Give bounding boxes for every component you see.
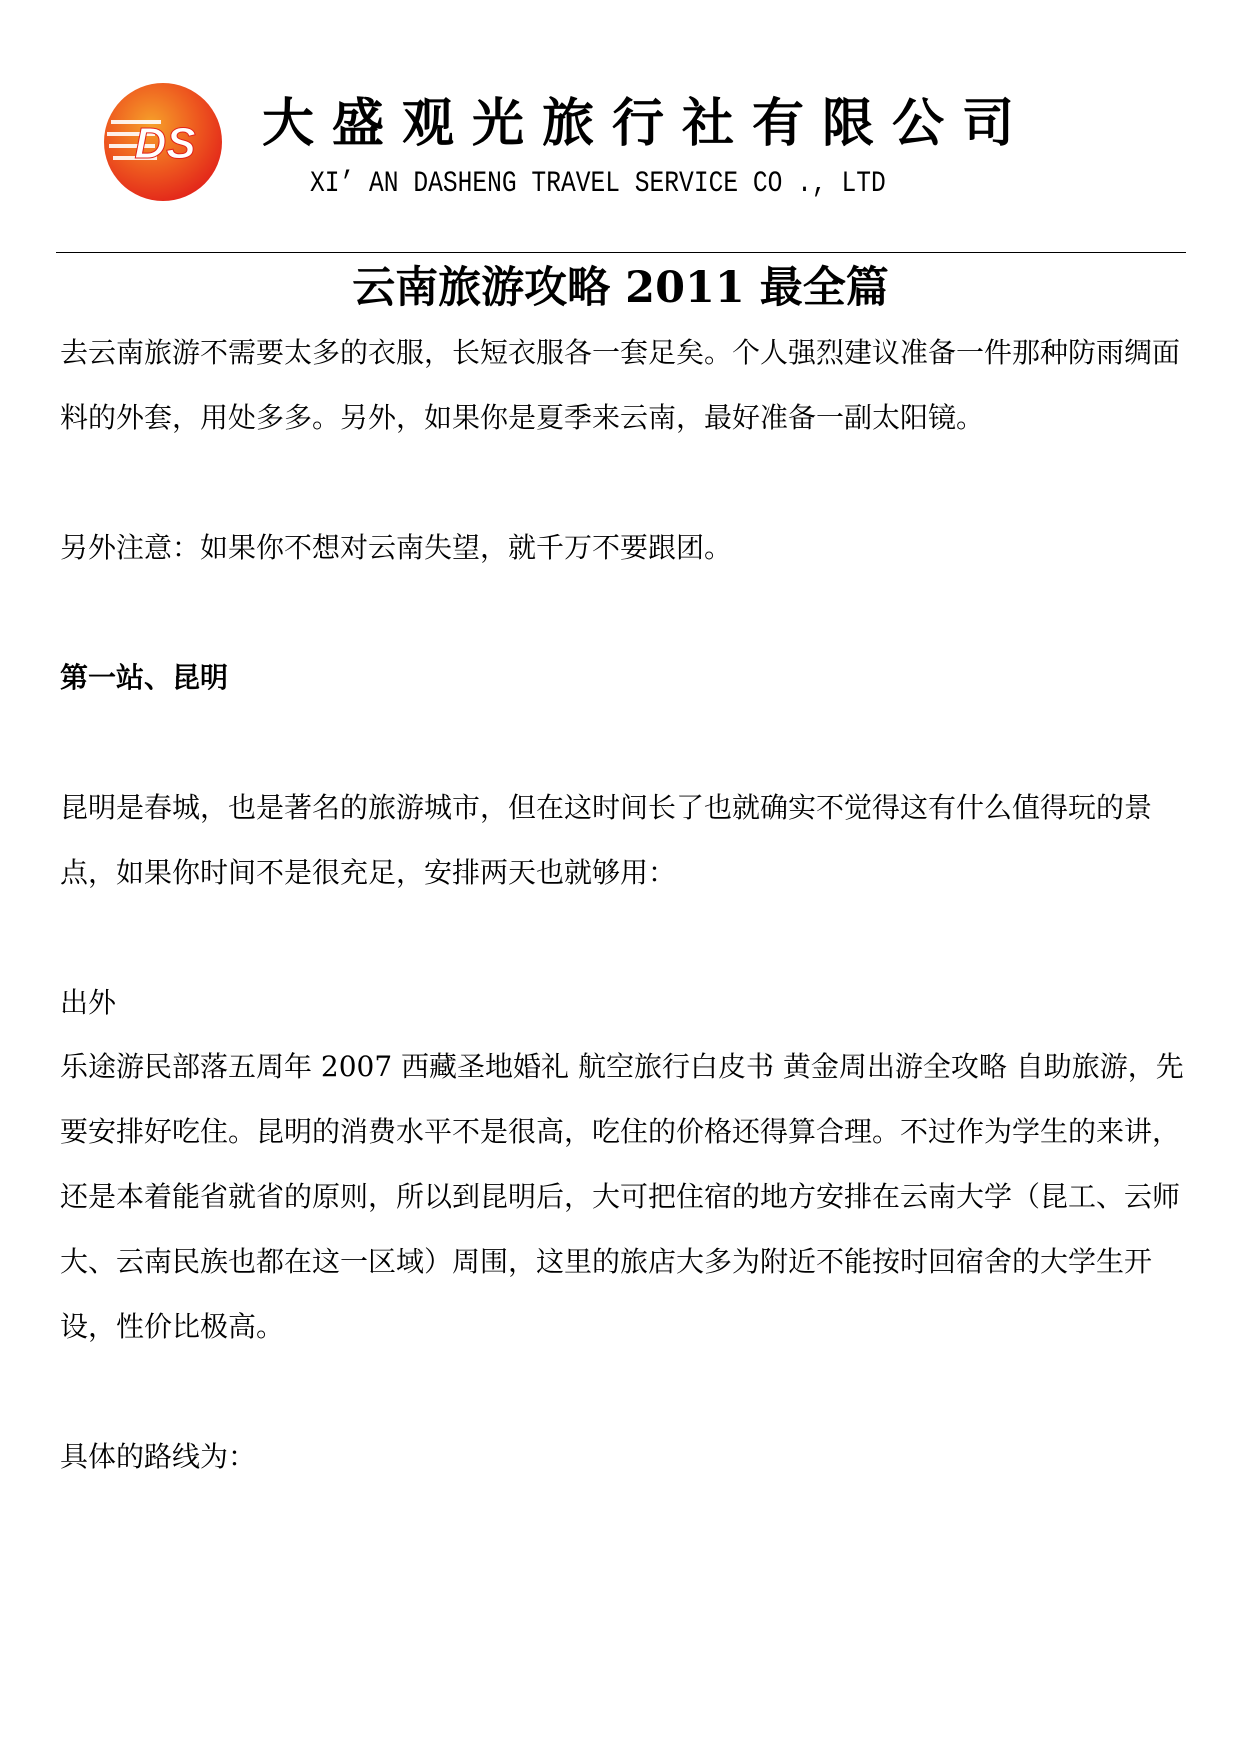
- ds-logo-icon: [103, 82, 223, 202]
- paragraph-kunming-intro: 昆明是春城，也是著名的旅游城市，但在这时间长了也就确实不觉得这有什么值得玩的景点，如果你时间不是很充足，安排两天也就够用：: [60, 791, 1153, 889]
- paragraph-accommodation: 乐途游民部落五周年 2007 西藏圣地婚礼 航空旅行白皮书 黄金周出游全攻略 自助旅游，先要安排好吃住。昆明的消费水平不是很高，吃住的价格还得算合理。不过作为学生的来讲，还是本着能省就省的原则，所以到昆明后，大可把住宿的地方安排在云南大学（昆工、云师大、云南民族也都在这一区域）周围，这里的旅店大多为附近不能按时回宿舍的大学生开设，性价比极高。: [60, 1050, 1184, 1343]
- paragraph-note: 另外注意：如果你不想对云南失望，就千万不要跟团。: [60, 531, 733, 564]
- header-divider: [56, 252, 1186, 253]
- spacer: [60, 450, 1190, 515]
- company-logo: [103, 82, 223, 202]
- paragraph-outing-label: 出外: [60, 986, 117, 1019]
- company-name-chinese: 大盛观光旅行社有限公司: [262, 93, 1033, 154]
- spacer: [60, 1359, 1190, 1424]
- spacer: [60, 710, 1190, 775]
- letterhead: [0, 0, 1241, 250]
- logo-text: DS: [134, 119, 196, 168]
- section-heading-kunming: 第一站、昆明: [60, 661, 229, 694]
- paragraph-route-label: 具体的路线为：: [60, 1440, 257, 1473]
- spacer: [60, 905, 1190, 970]
- document-title: 云南旅游攻略 2011 最全篇: [352, 263, 889, 313]
- company-name-english: XI’ AN DASHENG TRAVEL SERVICE CO ., LTD: [310, 167, 886, 201]
- document-body: [60, 320, 1190, 1489]
- paragraph-clothing: 去云南旅游不需要太多的衣服，长短衣服各一套足矣。个人强烈建议准备一件那种防雨绸面料的外套，用处多多。另外，如果你是夏季来云南，最好准备一副太阳镜。: [60, 336, 1181, 434]
- spacer: [60, 580, 1190, 645]
